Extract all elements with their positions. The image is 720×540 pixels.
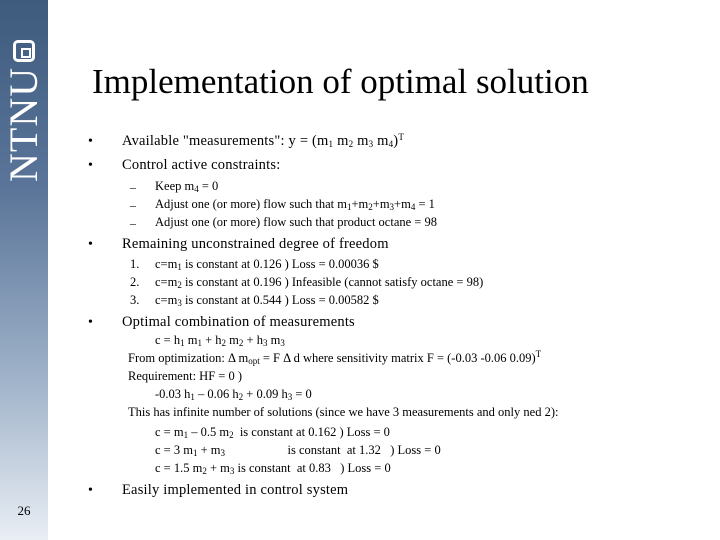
bullet-remaining: • [88, 237, 93, 252]
slide-number: 26 [17, 503, 31, 518]
available-measurements-text: Available "measurements": $y = (m_1$ $m_2$ $m_3$ $m_4)^T$ [122, 132, 405, 149]
slide-title: Implementation of optimal solution [92, 62, 589, 101]
requirement-line: Requirement: HF = 0 ) [128, 369, 242, 383]
adjust-flow-sum-item: Adjust one (or more) flow such that $m_1+m_2+m_3+m_4 = 1$ [155, 197, 435, 212]
dash-3: – [130, 216, 136, 230]
combo-option-3: c = 1.5 $m_2 + m_3$ is constant at 0.83 ) Loss = 0 [155, 461, 391, 476]
easily-implemented-text: Easily implemented in control system [122, 482, 349, 498]
numbered-item-2: $c=m_2$ is constant at 0.196 ) Infeasible (cannot satisfy octane = 98) [155, 275, 484, 290]
dash-1: – [130, 180, 136, 194]
bullet-control: • [88, 158, 93, 173]
from-optimization-line: From optimization: Δ $m_{opt} = F$ Δ d where sensitivity matrix F = (-0.03 -0.06 0.09)$^T$ [128, 349, 542, 366]
optimal-combination-text: Optimal combination of measurements [122, 314, 355, 330]
num-2: 2. [130, 275, 140, 289]
numbered-item-1: $c=m_1$ is constant at 0.126 ) Loss = 0.00036 $ [155, 257, 379, 272]
combo-option-1: $c = m_1 - 0.5$ $m_2$ is constant at 0.162 ) Loss = 0 [155, 425, 390, 440]
adjust-flow-octane-item: Adjust one (or more) flow such that product octane = 98 [155, 215, 437, 229]
combo-option-2: c = 3 $m_1 + m_3$ is constant at 1.32 ) Loss = 0 [155, 443, 441, 458]
keep-m4-item: Keep $m_4 = 0$ [155, 179, 219, 194]
numbered-item-3: $c=m_3$ is constant at 0.544 ) Loss = 0.00582 $ [155, 293, 379, 308]
dash-2: – [130, 198, 136, 212]
combination-formula: $c = h_1$ $m_1 + h_2$ $m_2 + h_3$ $m_3$ [155, 333, 285, 348]
ntnu-logo-text: NTNU [1, 66, 46, 182]
bullet-available: • [88, 134, 93, 149]
bullet-optimal: • [88, 315, 93, 330]
num-1: 1. [130, 257, 140, 271]
control-active-text: Control active constraints: [122, 157, 281, 173]
infinite-solutions-line: This has infinite number of solutions (since we have 3 measurements and only ned 2): [128, 405, 559, 419]
h-equation: -0.03 $h_1 - 0.06$ $h_2 + 0.09$ $h_3 = 0$ [155, 387, 312, 402]
num-3: 3. [130, 293, 140, 307]
remaining-dof-text: Remaining unconstrained degree of freedom [122, 236, 389, 252]
bullet-easily: • [88, 483, 93, 498]
